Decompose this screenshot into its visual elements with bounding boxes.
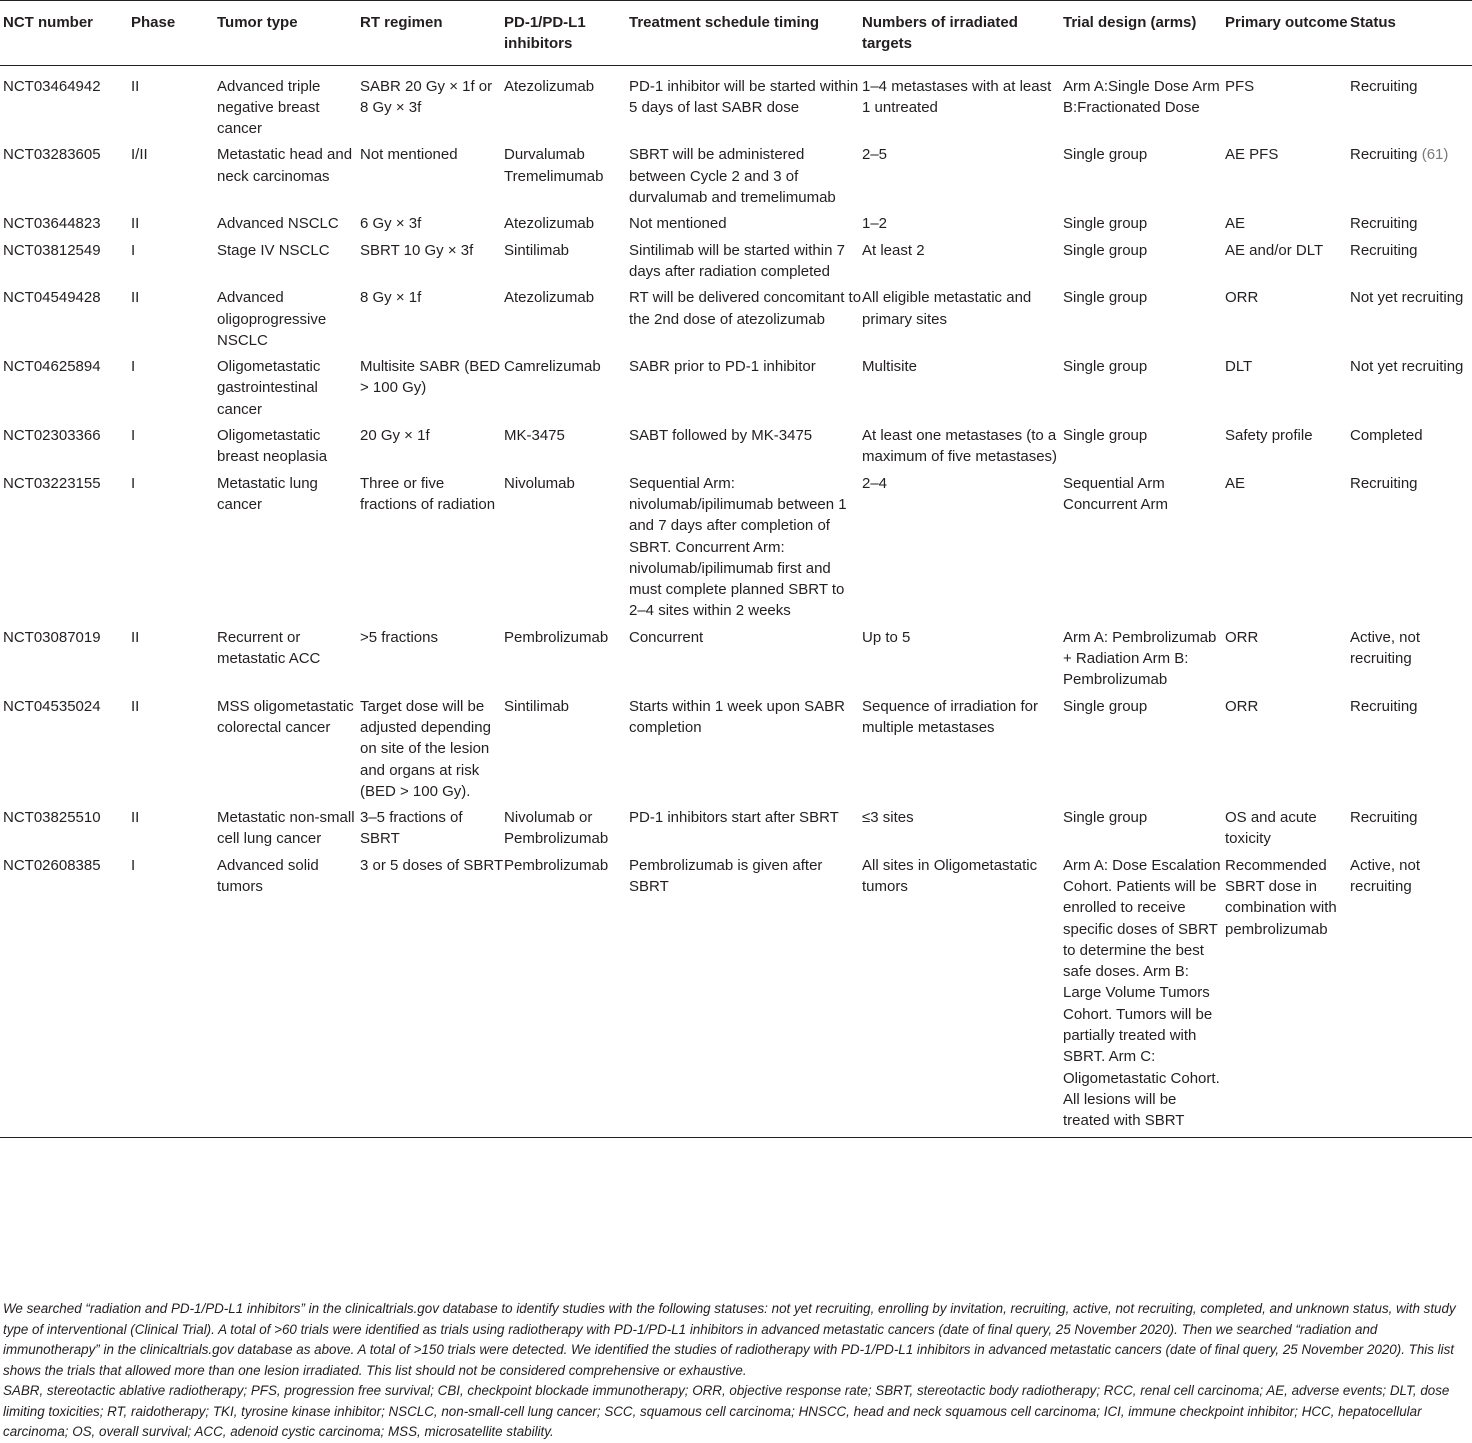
cell-rt-regimen xyxy=(360,351,504,420)
status-text: Not yet recruiting xyxy=(1350,358,1464,376)
trial-design-text: Single group xyxy=(1063,427,1148,445)
trial-design-text: Single group xyxy=(1063,289,1148,307)
cell-phase xyxy=(131,351,217,420)
nct-number-text: NCT03223155 xyxy=(3,474,101,492)
nct-number-text: NCT03812549 xyxy=(3,241,101,259)
table-row xyxy=(0,420,1472,468)
status-text: Not yet recruiting xyxy=(1350,289,1464,307)
phase-text: I xyxy=(131,241,136,259)
rt-regimen-text: Three or five fractions of radiation xyxy=(360,474,496,513)
trial-design-text: Single group xyxy=(1063,146,1148,164)
cell-status xyxy=(1350,65,1472,139)
cell-primary-outcome xyxy=(1225,235,1350,283)
cell-tumor-type xyxy=(217,850,360,1137)
phase-text: I xyxy=(131,427,136,445)
phase-text: II xyxy=(131,697,140,715)
rt-regimen-text: 3 or 5 doses of SBRT xyxy=(360,856,504,874)
cell-inhibitors xyxy=(504,65,629,139)
cell-tumor-type xyxy=(217,468,360,622)
cell-phase xyxy=(131,208,217,234)
cell-treatment-timing xyxy=(629,420,862,468)
trial-design-text: Arm A: Pembrolizumab + Radiation Arm B: Pembrolizumab xyxy=(1063,628,1217,689)
cell-phase xyxy=(131,622,217,691)
cell-tumor-type xyxy=(217,351,360,420)
primary-outcome-text: AE and/or DLT xyxy=(1225,241,1324,259)
cell-treatment-timing xyxy=(629,139,862,208)
cell-status xyxy=(1350,802,1472,850)
primary-outcome-text: DLT xyxy=(1225,358,1253,376)
tumor-type-text: Advanced triple negative breast cancer xyxy=(217,77,321,138)
irradiated-targets-text: Multisite xyxy=(862,358,918,376)
cell-rt-regimen xyxy=(360,139,504,208)
nct-number-text: NCT03825510 xyxy=(3,809,101,827)
phase-text: I xyxy=(131,856,136,874)
phase-text: I xyxy=(131,358,136,376)
header-treatment-timing: Treatment schedule timing xyxy=(629,1,862,66)
cell-nct-number xyxy=(0,282,131,351)
cell-status xyxy=(1350,420,1472,468)
cell-irradiated-targets xyxy=(862,622,1063,691)
cell-primary-outcome xyxy=(1225,282,1350,351)
primary-outcome-text: Recommended SBRT dose in combination with pembrolizumab xyxy=(1225,856,1337,938)
footnote-search-note: We searched “radiation and PD-1/PD-L1 inhibitors” in the clinicaltrials.gov database to identify studies with the following statuses: not yet recruiting, enrolling by invitation, recruiting, active, not recruiting, completed, and unknown status, with study type of interventional (Clinical Trial). A total of >60 trials were identified as trials using radiotherapy with PD-1/PD-L1 inhibitors in advanced metastatic cancers (date of final query, 25 November 2020). Then we searched “radiation and immunotherapy” in the clinicaltrials.gov database as above. A total of >150 trials were detected. We identified the studies of radiotherapy with PD-1/PD-L1 inhibitors in advanced metastatic cancers (date of final query, 25 November 2020). This list shows the trials that allowed more than one lesion irradiated. This list should not be considered comprehensive or exhaustive. xyxy=(3,1301,1456,1378)
phase-text: I/II xyxy=(131,146,148,164)
status-text: Recruiting xyxy=(1350,215,1418,233)
cell-status xyxy=(1350,139,1472,208)
cell-primary-outcome xyxy=(1225,622,1350,691)
inhibitors-text: Atezolizumab xyxy=(504,289,595,307)
cell-trial-design xyxy=(1063,65,1225,139)
inhibitors-text: Sintilimab xyxy=(504,241,570,259)
cell-phase xyxy=(131,235,217,283)
nct-number-text: NCT03464942 xyxy=(3,77,101,95)
nct-number-text: NCT04625894 xyxy=(3,358,101,376)
rt-regimen-text: SBRT 10 Gy × 3f xyxy=(360,241,474,259)
phase-text: II xyxy=(131,628,140,646)
cell-phase xyxy=(131,65,217,139)
cell-nct-number xyxy=(0,802,131,850)
nct-number-text: NCT03644823 xyxy=(3,215,101,233)
cell-trial-design xyxy=(1063,420,1225,468)
trial-design-text: Single group xyxy=(1063,215,1148,233)
table-row xyxy=(0,691,1472,802)
cell-phase xyxy=(131,468,217,622)
cell-phase xyxy=(131,691,217,802)
table-row xyxy=(0,139,1472,208)
cell-nct-number xyxy=(0,850,131,1137)
phase-text: I xyxy=(131,474,136,492)
tumor-type-text: Advanced oligoprogressive NSCLC xyxy=(217,289,327,349)
trial-design-text: Sequential Arm Concurrent Arm xyxy=(1063,474,1169,513)
cell-nct-number xyxy=(0,468,131,622)
cell-irradiated-targets xyxy=(862,420,1063,468)
tumor-type-text: Oligometastatic breast neoplasia xyxy=(217,427,328,466)
cell-irradiated-targets xyxy=(862,691,1063,802)
cell-phase xyxy=(131,282,217,351)
cell-nct-number xyxy=(0,691,131,802)
tumor-type-text: MSS oligometastatic colorectal cancer xyxy=(217,697,354,736)
cell-nct-number xyxy=(0,139,131,208)
treatment-timing-text: Sequential Arm: nivolumab/ipilimumab between 1 and 7 days after completion of SBRT. Concurrent Arm: nivolumab/ipilimumab first and must complete planned SBRT to 2–4 sites within 2 weeks xyxy=(629,474,847,620)
cell-trial-design xyxy=(1063,691,1225,802)
trial-design-text: Single group xyxy=(1063,241,1148,259)
footnote-abbreviations: SABR, stereotactic ablative radiotherapy; PFS, progression free survival; CBI, checkpoint blockade immunotherapy; ORR, objective response rate; SBRT, stereotactic body radiotherapy; RCC, renal cell carcinoma; AE, adverse events; DLT, dose limiting toxicities; RT, raidotherapy; TKI, tyrosine kinase inhibitor; NSCLC, non-small-cell lung cancer; SCC, squamous cell carcinoma; HNSCC, head and neck squamous cell carcinoma; ICI, immune checkpoint inhibitor; HCC, hepatocellular carcinoma; OS, overall survival; ACC, adenoid cystic carcinoma; MSS, microsatellite stability. xyxy=(3,1383,1450,1439)
inhibitors-text: MK-3475 xyxy=(504,427,565,445)
cell-treatment-timing xyxy=(629,208,862,234)
header-tumor-type: Tumor type xyxy=(217,1,360,66)
cell-rt-regimen xyxy=(360,282,504,351)
cell-irradiated-targets xyxy=(862,850,1063,1137)
nct-number-text: NCT02608385 xyxy=(3,856,101,874)
cell-inhibitors xyxy=(504,468,629,622)
rt-regimen-text: SABR 20 Gy × 1f or 8 Gy × 3f xyxy=(360,77,493,116)
treatment-timing-text: PD-1 inhibitor will be started within 5 days of last SABR dose xyxy=(629,77,859,116)
trial-design-text: Single group xyxy=(1063,697,1148,715)
cell-irradiated-targets xyxy=(862,208,1063,234)
table-row xyxy=(0,208,1472,234)
primary-outcome-text: OS and acute toxicity xyxy=(1225,809,1317,848)
cell-inhibitors xyxy=(504,208,629,234)
cell-status xyxy=(1350,622,1472,691)
cell-trial-design xyxy=(1063,351,1225,420)
cell-trial-design xyxy=(1063,802,1225,850)
cell-primary-outcome xyxy=(1225,420,1350,468)
treatment-timing-text: SBRT will be administered between Cycle 2 and 3 of durvalumab and tremelimumab xyxy=(629,146,836,207)
cell-nct-number xyxy=(0,208,131,234)
cell-primary-outcome xyxy=(1225,351,1350,420)
rt-regimen-text: 20 Gy × 1f xyxy=(360,427,430,445)
cell-irradiated-targets xyxy=(862,65,1063,139)
primary-outcome-text: Safety profile xyxy=(1225,427,1313,445)
status-text: Active, not recruiting xyxy=(1350,856,1421,895)
cell-phase xyxy=(131,850,217,1137)
cell-rt-regimen xyxy=(360,802,504,850)
cell-phase xyxy=(131,802,217,850)
cell-primary-outcome xyxy=(1225,139,1350,208)
cell-inhibitors xyxy=(504,282,629,351)
treatment-timing-text: Sintilimab will be started within 7 days after radiation completed xyxy=(629,241,845,280)
cell-rt-regimen xyxy=(360,208,504,234)
cell-irradiated-targets xyxy=(862,235,1063,283)
cell-irradiated-targets xyxy=(862,351,1063,420)
trial-design-text: Arm A: Dose Escalation Cohort. Patients will be enrolled to receive specific doses of SBRT to determine the best safe doses. Arm B: Large Volume Tumors Cohort. Tumors will be partially treated with SBRT. Arm C: Oligometastatic Cohort. All lesions will be treated with SBRT xyxy=(1063,856,1221,1130)
header-nct-number: NCT number xyxy=(0,1,131,66)
treatment-timing-text: Starts within 1 week upon SABR completion xyxy=(629,697,845,736)
table-row xyxy=(0,282,1472,351)
status-text: Recruiting xyxy=(1350,77,1418,95)
tumor-type-text: Metastatic head and neck carcinomas xyxy=(217,146,353,185)
cell-treatment-timing xyxy=(629,468,862,622)
cell-inhibitors xyxy=(504,850,629,1137)
tumor-type-text: Recurrent or metastatic ACC xyxy=(217,628,321,668)
cell-irradiated-targets xyxy=(862,802,1063,850)
cell-rt-regimen xyxy=(360,691,504,802)
status-text: Recruiting xyxy=(1350,809,1418,827)
cell-nct-number xyxy=(0,65,131,139)
rt-regimen-text: 8 Gy × 1f xyxy=(360,289,422,307)
cell-treatment-timing xyxy=(629,622,862,691)
cell-trial-design xyxy=(1063,235,1225,283)
cell-tumor-type xyxy=(217,282,360,351)
cell-rt-regimen xyxy=(360,65,504,139)
cell-treatment-timing xyxy=(629,802,862,850)
primary-outcome-text: AE xyxy=(1225,215,1246,233)
treatment-timing-text: Concurrent xyxy=(629,628,704,646)
status-text: Recruiting xyxy=(1350,146,1418,164)
table-row xyxy=(0,468,1472,622)
cell-status xyxy=(1350,850,1472,1137)
treatment-timing-text: Not mentioned xyxy=(629,215,727,233)
cell-inhibitors xyxy=(504,420,629,468)
rt-regimen-text: Not mentioned xyxy=(360,146,458,164)
phase-text: II xyxy=(131,77,140,95)
cell-rt-regimen xyxy=(360,850,504,1137)
phase-text: II xyxy=(131,809,140,827)
cell-inhibitors xyxy=(504,351,629,420)
treatment-timing-text: PD-1 inhibitors start after SBRT xyxy=(629,809,839,827)
header-inhibitors: PD-1/PD-L1 inhibitors xyxy=(504,1,629,66)
cell-status xyxy=(1350,351,1472,420)
trial-design-text: Single group xyxy=(1063,358,1148,376)
header-trial-design: Trial design (arms) xyxy=(1063,1,1225,66)
table-row xyxy=(0,802,1472,850)
irradiated-targets-text: 1–4 metastases with at least 1 untreated xyxy=(862,77,1052,116)
table-footnotes xyxy=(3,1299,1469,1443)
irradiated-targets-text: 1–2 xyxy=(862,215,888,233)
table-row xyxy=(0,65,1472,139)
tumor-type-text: Advanced NSCLC xyxy=(217,215,339,233)
tumor-type-text: Metastatic non-small cell lung cancer xyxy=(217,809,355,848)
phase-text: II xyxy=(131,289,140,307)
irradiated-targets-text: Up to 5 xyxy=(862,628,911,646)
status-text: Recruiting xyxy=(1350,474,1418,492)
cell-trial-design xyxy=(1063,468,1225,622)
cell-tumor-type xyxy=(217,691,360,802)
cell-primary-outcome xyxy=(1225,691,1350,802)
header-row xyxy=(0,1,1472,66)
cell-trial-design xyxy=(1063,208,1225,234)
rt-regimen-text: 3–5 fractions of SBRT xyxy=(360,809,463,848)
inhibitors-text: Pembrolizumab xyxy=(504,628,609,646)
cell-treatment-timing xyxy=(629,65,862,139)
tumor-type-text: Metastatic lung cancer xyxy=(217,474,318,513)
primary-outcome-text: ORR xyxy=(1225,289,1259,307)
nct-number-text: NCT03087019 xyxy=(3,628,101,646)
rt-regimen-text: 6 Gy × 3f xyxy=(360,215,422,233)
inhibitors-text: Durvalumab Tremelimumab xyxy=(504,146,604,185)
cell-irradiated-targets xyxy=(862,282,1063,351)
cell-inhibitors xyxy=(504,235,629,283)
cell-inhibitors xyxy=(504,802,629,850)
irradiated-targets-text: At least 2 xyxy=(862,241,925,259)
primary-outcome-text: ORR xyxy=(1225,697,1259,715)
status-text: Recruiting xyxy=(1350,697,1418,715)
irradiated-targets-text: 2–5 xyxy=(862,146,888,164)
cell-inhibitors xyxy=(504,139,629,208)
cell-inhibitors xyxy=(504,691,629,802)
cell-rt-regimen xyxy=(360,468,504,622)
cell-tumor-type xyxy=(217,802,360,850)
cell-status xyxy=(1350,208,1472,234)
cell-treatment-timing xyxy=(629,850,862,1137)
cell-tumor-type xyxy=(217,420,360,468)
inhibitors-text: Atezolizumab xyxy=(504,77,595,95)
tumor-type-text: Advanced solid tumors xyxy=(217,856,319,895)
irradiated-targets-text: Sequence of irradiation for multiple metastases xyxy=(862,697,1038,736)
cell-primary-outcome xyxy=(1225,208,1350,234)
header-primary-outcome: Primary outcome xyxy=(1225,1,1350,66)
treatment-timing-text: RT will be delivered concomitant to the 2nd dose of atezolizumab xyxy=(629,289,862,328)
tumor-type-text: Oligometastatic gastrointestinal cancer xyxy=(217,358,321,418)
cell-nct-number xyxy=(0,420,131,468)
primary-outcome-text: ORR xyxy=(1225,628,1259,646)
nct-number-text: NCT04535024 xyxy=(3,697,101,715)
inhibitors-text: Camrelizumab xyxy=(504,358,601,376)
treatment-timing-text: SABT followed by MK-3475 xyxy=(629,427,813,445)
cell-status xyxy=(1350,691,1472,802)
cell-nct-number xyxy=(0,351,131,420)
status-text: Active, not recruiting xyxy=(1350,628,1421,668)
cell-tumor-type xyxy=(217,139,360,208)
cell-tumor-type xyxy=(217,622,360,691)
cell-inhibitors xyxy=(504,622,629,691)
inhibitors-text: Pembrolizumab xyxy=(504,856,609,874)
irradiated-targets-text: 2–4 xyxy=(862,474,888,492)
primary-outcome-text: AE PFS xyxy=(1225,146,1279,164)
cell-status xyxy=(1350,468,1472,622)
cell-status xyxy=(1350,282,1472,351)
inhibitors-text: Sintilimab xyxy=(504,697,570,715)
status-text: Recruiting xyxy=(1350,241,1418,259)
cell-phase xyxy=(131,139,217,208)
cell-trial-design xyxy=(1063,139,1225,208)
nct-number-text: NCT02303366 xyxy=(3,427,101,445)
cell-primary-outcome xyxy=(1225,850,1350,1137)
table-row xyxy=(0,850,1472,1137)
inhibitors-text: Atezolizumab xyxy=(504,215,595,233)
irradiated-targets-text: ≤3 sites xyxy=(862,809,914,827)
tumor-type-text: Stage IV NSCLC xyxy=(217,241,330,259)
cell-nct-number xyxy=(0,622,131,691)
header-irradiated-targets: Numbers of irradiated targets xyxy=(862,1,1063,66)
cell-tumor-type xyxy=(217,208,360,234)
cell-tumor-type xyxy=(217,235,360,283)
phase-text: II xyxy=(131,215,140,233)
cell-phase xyxy=(131,420,217,468)
rt-regimen-text: Multisite SABR (BED > 100 Gy) xyxy=(360,358,501,397)
table-row xyxy=(0,622,1472,691)
cell-treatment-timing xyxy=(629,235,862,283)
irradiated-targets-text: At least one metastases (to a maximum of five metastases) xyxy=(862,427,1058,466)
status-text: Completed xyxy=(1350,427,1423,445)
rt-regimen-text: Target dose will be adjusted depending on site of the lesion and organs at risk (BED > 100 Gy). xyxy=(360,697,491,800)
cell-trial-design xyxy=(1063,282,1225,351)
trial-design-text: Single group xyxy=(1063,809,1148,827)
treatment-timing-text: SABR prior to PD-1 inhibitor xyxy=(629,358,816,376)
nct-number-text: NCT03283605 xyxy=(3,146,101,164)
cell-rt-regimen xyxy=(360,622,504,691)
header-phase: Phase xyxy=(131,1,217,66)
trial-design-text: Arm A:Single Dose Arm B:Fractionated Dose xyxy=(1063,77,1220,116)
primary-outcome-text: PFS xyxy=(1225,77,1255,95)
header-status: Status xyxy=(1350,1,1472,66)
treatment-timing-text: Pembrolizumab is given after SBRT xyxy=(629,856,823,895)
cell-trial-design xyxy=(1063,850,1225,1137)
irradiated-targets-text: All eligible metastatic and primary sites xyxy=(862,289,1032,328)
irradiated-targets-text: All sites in Oligometastatic tumors xyxy=(862,856,1038,895)
table-row xyxy=(0,235,1472,283)
cell-primary-outcome xyxy=(1225,65,1350,139)
cell-rt-regimen xyxy=(360,420,504,468)
cell-trial-design xyxy=(1063,622,1225,691)
primary-outcome-text: AE xyxy=(1225,474,1246,492)
inhibitors-text: Nivolumab xyxy=(504,474,575,492)
cell-treatment-timing xyxy=(629,282,862,351)
cell-irradiated-targets xyxy=(862,139,1063,208)
inhibitors-text: Nivolumab or Pembrolizumab xyxy=(504,809,609,848)
header-rt-regimen: RT regimen xyxy=(360,1,504,66)
cell-treatment-timing xyxy=(629,351,862,420)
table-row xyxy=(0,351,1472,420)
cell-status xyxy=(1350,235,1472,283)
cell-primary-outcome xyxy=(1225,802,1350,850)
cell-tumor-type xyxy=(217,65,360,139)
cell-irradiated-targets xyxy=(862,468,1063,622)
cell-treatment-timing xyxy=(629,691,862,802)
nct-number-text: NCT04549428 xyxy=(3,289,101,307)
reference-link[interactable]: (61) xyxy=(1421,146,1449,164)
rt-regimen-text: >5 fractions xyxy=(360,628,438,646)
cell-nct-number xyxy=(0,235,131,283)
cell-primary-outcome xyxy=(1225,468,1350,622)
cell-rt-regimen xyxy=(360,235,504,283)
